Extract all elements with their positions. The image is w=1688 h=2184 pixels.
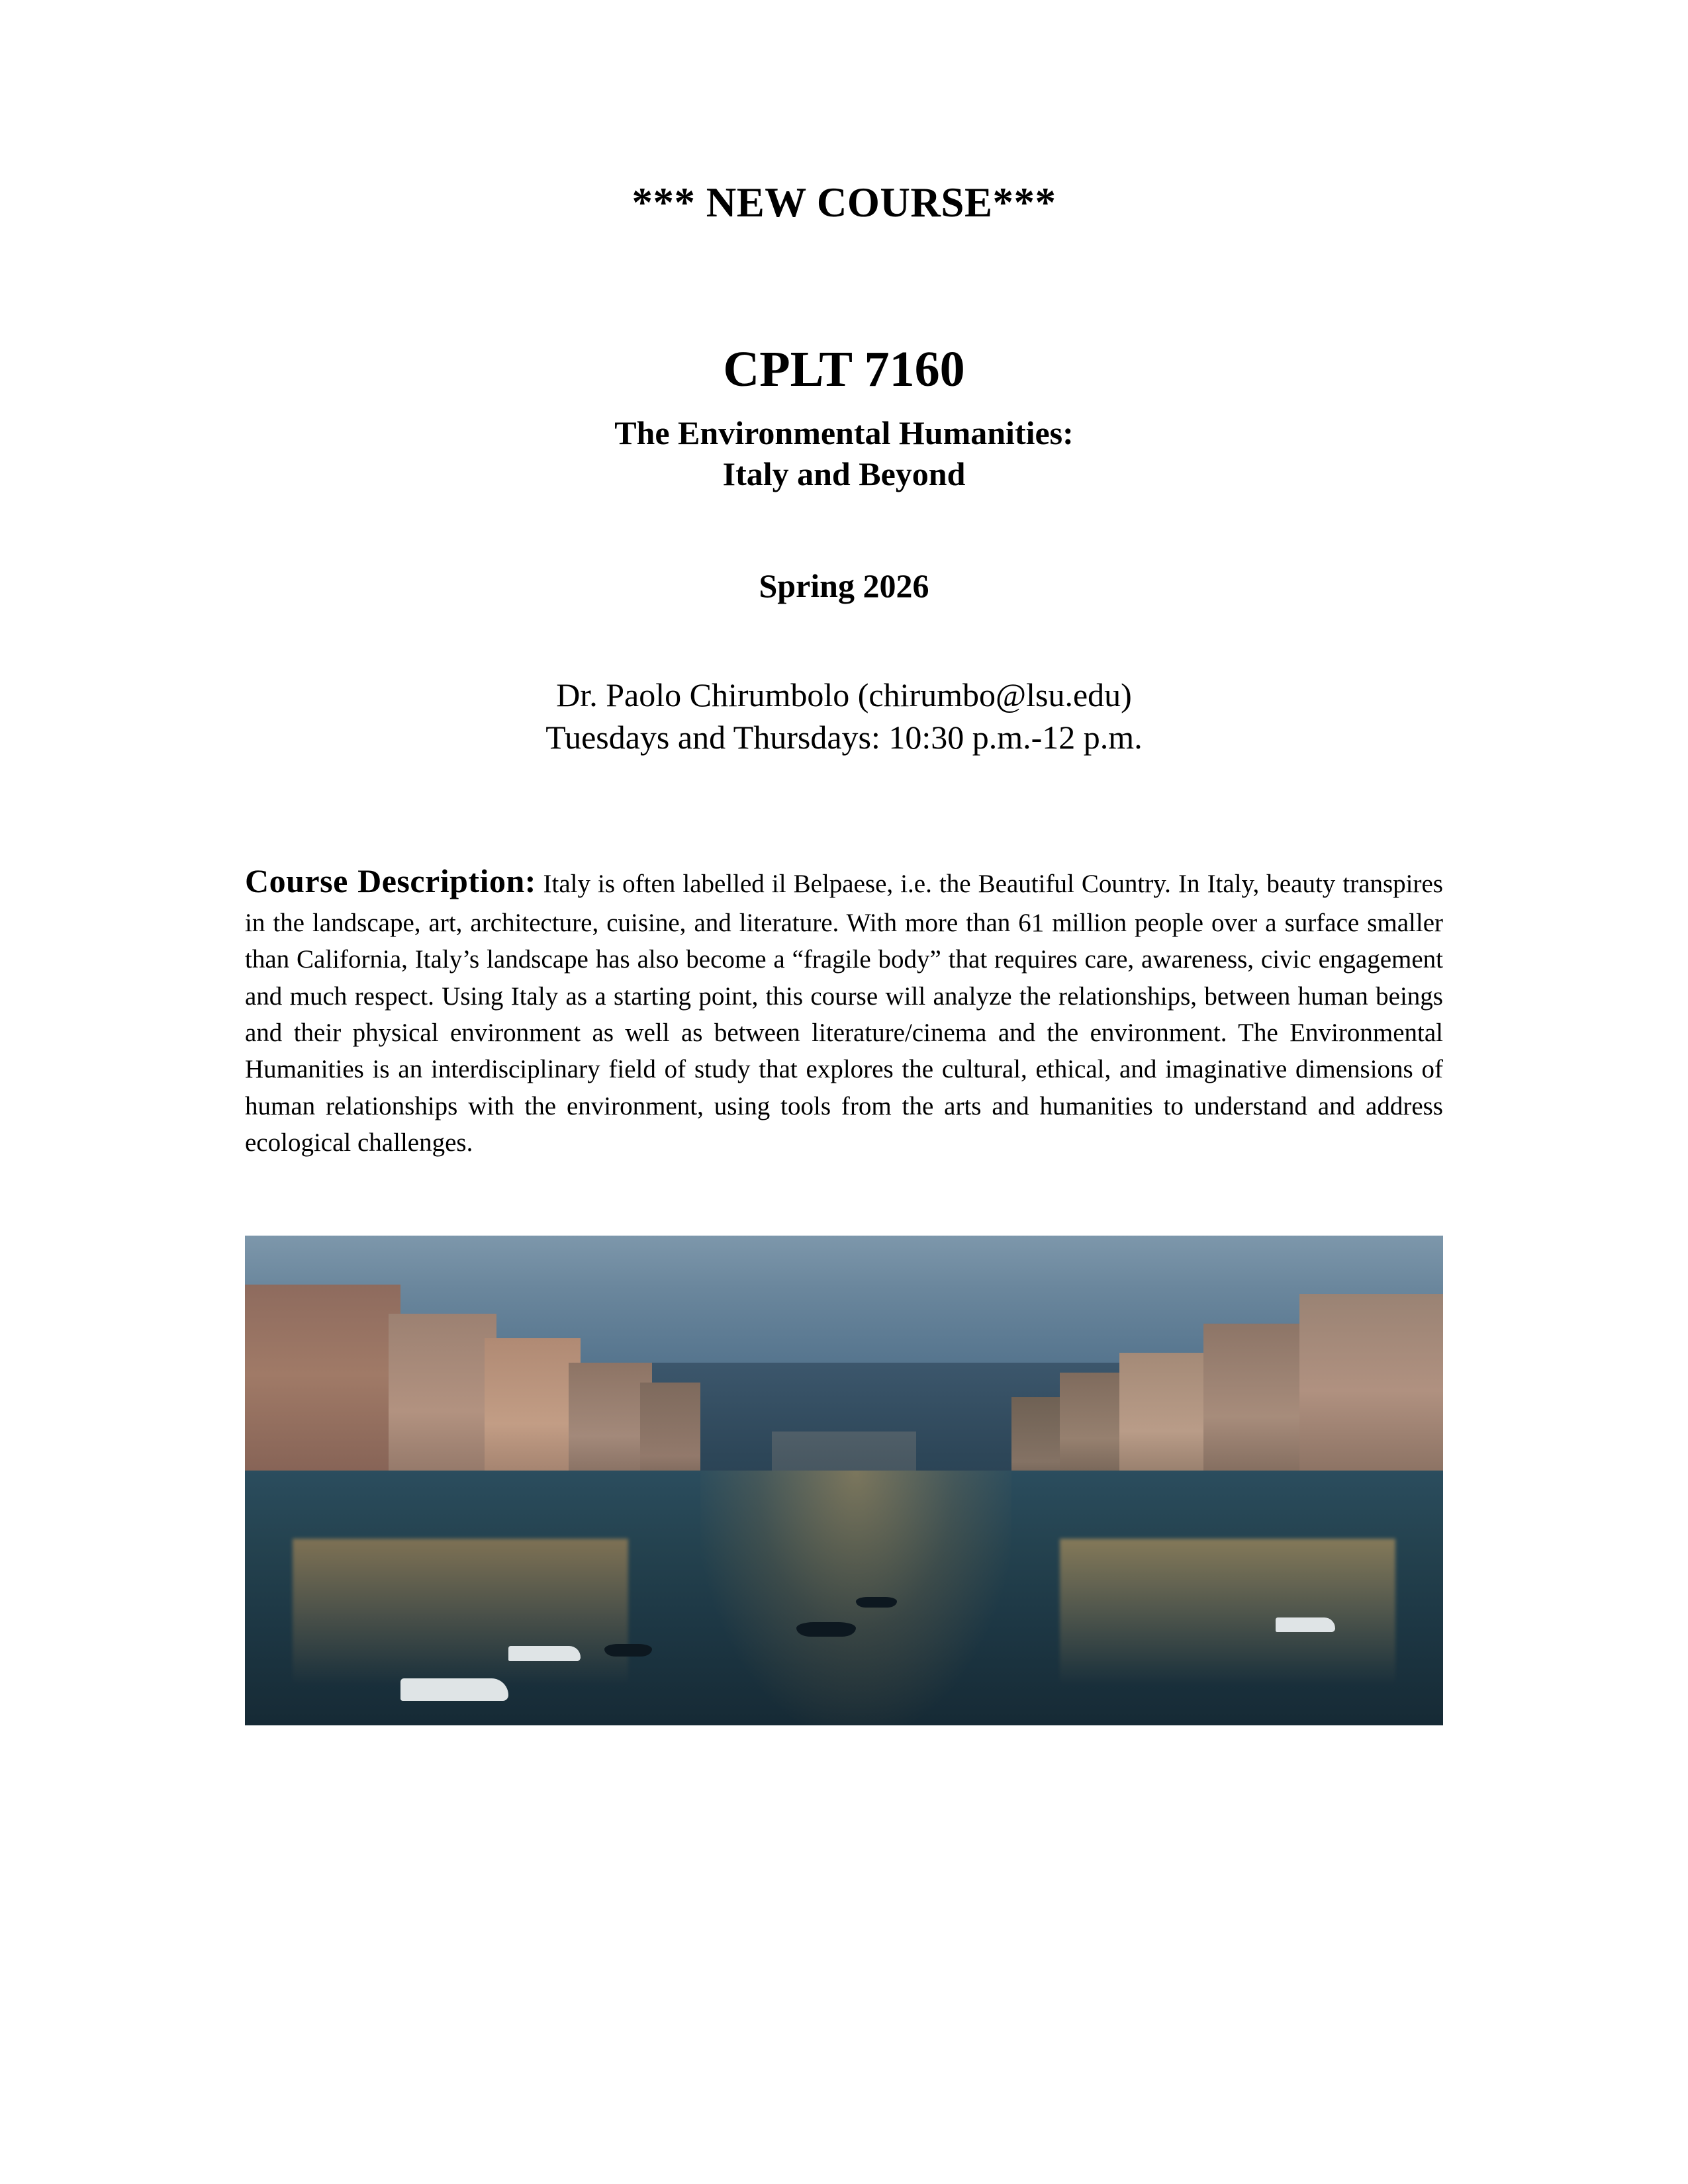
instructor-info [245, 674, 1443, 758]
new-course-banner: *** NEW COURSE*** [632, 179, 1056, 226]
course-description-colon: : [524, 862, 536, 899]
water-reflection-right [1060, 1539, 1395, 1686]
course-title [245, 412, 1443, 495]
water-reflection-left [293, 1539, 628, 1686]
moored-boat-3 [1276, 1617, 1336, 1632]
instructor-name-and-email: Dr. Paolo Chirumbolo (chirumbo@lsu.edu) [556, 676, 1132, 713]
moored-boat-2 [508, 1646, 581, 1662]
course-description-label: Course Description [245, 862, 525, 899]
course-title-line-2: Italy and Beyond [722, 455, 966, 493]
course-title-line-1: The Environmental Humanities: [614, 414, 1074, 451]
course-description-text: Italy is often labelled il Belpaese, i.e. the Beautiful Country. In Italy, beauty transpires in the landscape, art, architecture, cuisine, and literature. With more than 61 million people over a surface smaller than California, Italy’s landscape has also become a “fragile body” that requires care, awareness, civic engagement and much respect. Using Italy as a starting point, this course will analyze the relationships, between human beings and their physical environment as well as between literature/cinema and the environment. The Environmental Humanities is an interdisciplinary field of study that explores the cultural, ethical, and imaginative dimensions of human relationships with the environment, using tools from the arts and humanities to understand and address ecological challenges. [245, 869, 1443, 1158]
gondola-2 [856, 1597, 897, 1608]
course-description [245, 858, 1443, 1161]
moored-boat-1 [400, 1678, 508, 1700]
term-label: Spring 2026 [759, 567, 929, 604]
venice-canal-photo [245, 1236, 1443, 1725]
course-code: CPLT 7160 [723, 341, 965, 398]
photo-container [245, 1236, 1443, 1725]
meeting-times: Tuesdays and Thursdays: 10:30 p.m.-12 p.m. [545, 718, 1143, 756]
gondola-1 [796, 1622, 857, 1637]
gondola-3 [604, 1644, 652, 1657]
